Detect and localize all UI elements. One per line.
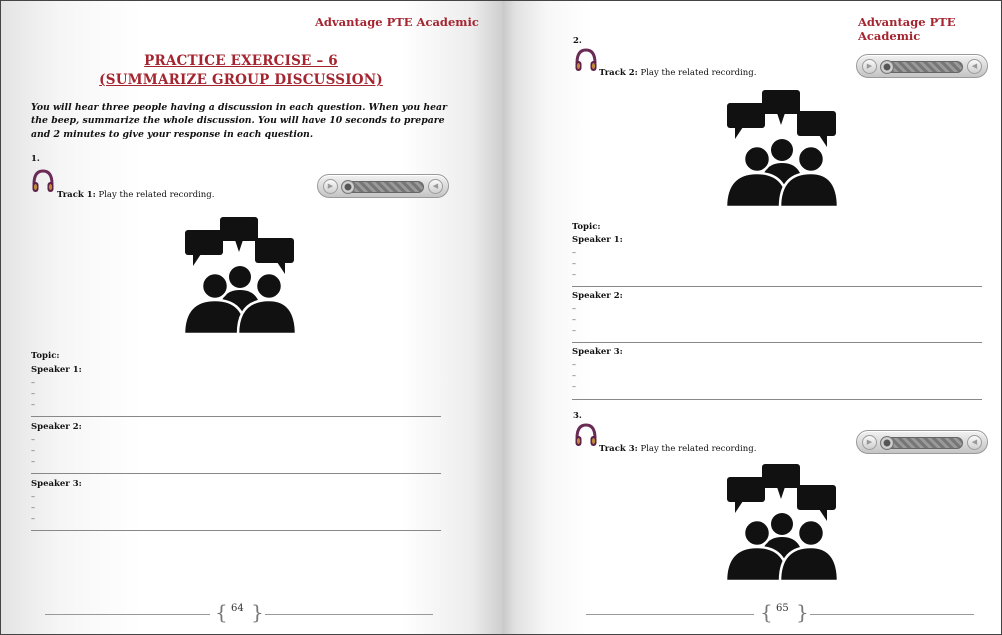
divider-line <box>572 342 982 343</box>
divider-line <box>31 530 441 531</box>
bullet-dash: – <box>572 304 576 313</box>
page-footer <box>45 600 433 627</box>
group-discussion-icon <box>721 463 839 583</box>
bullet-dash: – <box>31 503 35 512</box>
group-discussion-icon <box>179 216 297 336</box>
divider-line <box>31 473 441 474</box>
group-discussion-icon <box>721 89 839 209</box>
footer-line <box>45 614 210 615</box>
brace-left: { <box>215 600 228 624</box>
headphones-icon <box>574 422 598 448</box>
bullet-dash: – <box>572 270 576 279</box>
divider-line <box>31 416 441 417</box>
progress-bar[interactable] <box>342 181 424 193</box>
track-text: Play the related recording. <box>637 68 757 78</box>
volume-icon[interactable]: ◀ <box>428 179 443 194</box>
speaker3-label: Speaker 3: <box>31 479 82 489</box>
volume-icon[interactable]: ◀ <box>967 59 982 74</box>
bullet-dash: – <box>31 457 35 466</box>
topic-label: Topic: <box>572 222 601 232</box>
question-number: 2. <box>573 36 582 46</box>
progress-knob[interactable] <box>341 180 355 194</box>
speaker1-label: Speaker 1: <box>572 235 623 245</box>
bullet-dash: – <box>572 315 576 324</box>
headphones-icon <box>31 168 55 194</box>
progress-bar[interactable] <box>881 61 963 73</box>
progress-knob[interactable] <box>880 436 894 450</box>
track-label <box>599 444 756 454</box>
question-number: 3. <box>573 411 582 421</box>
audio-player[interactable] <box>856 430 988 454</box>
topic-label: Topic: <box>31 351 60 361</box>
notes-section <box>572 222 984 407</box>
track-label <box>57 190 214 200</box>
left-page <box>1 1 502 635</box>
bullet-dash: – <box>31 435 35 444</box>
speaker3-label: Speaker 3: <box>572 347 623 357</box>
bullet-dash: – <box>31 400 35 409</box>
exercise-title: PRACTICE EXERCISE – 6 <box>144 53 338 69</box>
track-text: Play the related recording. <box>637 444 757 454</box>
bullet-dash: – <box>572 248 576 257</box>
speaker2-label: Speaker 2: <box>31 422 82 432</box>
page-number: 64 <box>231 603 244 614</box>
progress-bar[interactable] <box>881 437 963 449</box>
volume-icon[interactable]: ◀ <box>967 435 982 450</box>
progress-knob[interactable] <box>880 60 894 74</box>
question-number: 1. <box>31 154 40 164</box>
brace-left: { <box>760 600 773 624</box>
track-label <box>599 68 756 78</box>
footer-line <box>810 614 974 615</box>
play-icon[interactable]: ▶ <box>862 435 877 450</box>
brace-right: } <box>251 600 264 624</box>
bullet-dash: – <box>31 389 35 398</box>
bullet-dash: – <box>31 492 35 501</box>
divider-line <box>572 286 982 287</box>
audio-player[interactable] <box>856 54 988 78</box>
instructions: You will hear three people having a discussion in each question. When you hear the beep, summarize the whole discussion. You will have 10 seconds to prepare and 2 minutes to give your response in each question. <box>31 102 447 140</box>
bullet-dash: – <box>31 378 35 387</box>
speaker2-label: Speaker 2: <box>572 291 623 301</box>
page-header: Advantage PTE Academic <box>315 15 479 29</box>
bullet-dash: – <box>572 382 576 391</box>
play-icon[interactable]: ▶ <box>323 179 338 194</box>
track-text: Play the related recording. <box>95 190 215 200</box>
speaker1-label: Speaker 1: <box>31 365 82 375</box>
play-icon[interactable]: ▶ <box>862 59 877 74</box>
bullet-dash: – <box>572 360 576 369</box>
footer-line <box>586 614 754 615</box>
footer-line <box>265 614 433 615</box>
track-number: Track 3: <box>599 444 638 454</box>
track-number: Track 1: <box>57 190 96 200</box>
page-header: Advantage PTE Academic <box>858 15 956 43</box>
page-number: 65 <box>776 603 789 614</box>
notes-section <box>31 351 443 536</box>
right-page <box>502 1 1002 635</box>
headphones-icon <box>574 47 598 73</box>
bullet-dash: – <box>572 371 576 380</box>
track-number: Track 2: <box>599 68 638 78</box>
exercise-subtitle: (SUMMARIZE GROUP DISCUSSION) <box>99 72 383 88</box>
bullet-dash: – <box>572 259 576 268</box>
page-footer <box>586 600 974 627</box>
brace-right: } <box>796 600 809 624</box>
bullet-dash: – <box>31 446 35 455</box>
divider-line <box>572 399 982 400</box>
bullet-dash: – <box>572 326 576 335</box>
audio-player[interactable] <box>317 174 449 198</box>
bullet-dash: – <box>31 514 35 523</box>
